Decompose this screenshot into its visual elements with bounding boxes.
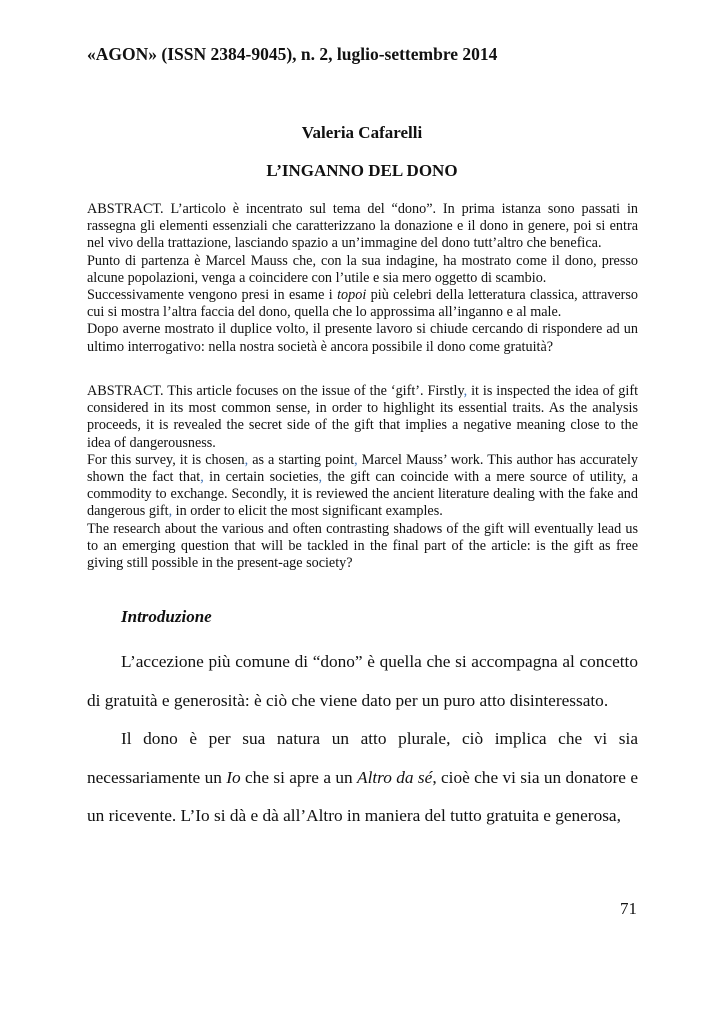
comma-mark: , xyxy=(244,451,249,468)
text-run: ABSTRACT. This article focuses on the issue of the ‘gift’. Firstly xyxy=(87,383,464,399)
comma-mark: , xyxy=(463,383,468,399)
text-run: Successivamente vengono presi in esame i xyxy=(87,287,338,304)
text-run: che si apre a un xyxy=(240,767,358,787)
text-run: , cioè che vi sia un donatore e un ricevente. L’Io si dà e dà all’Altro in maniera del tutto gratuita e generosa, xyxy=(87,767,638,826)
text-run: as a starting point xyxy=(248,451,355,468)
section-heading: Introduzione xyxy=(121,607,212,626)
comma-mark: , xyxy=(318,469,323,486)
text-run: it is inspected the idea of gift considered in its most common sense, in order to highlight its essential traits. As the analysis proceeds, it is revealed the secret side of the gift that implies a negative meaning close to the idea of dangerousness. xyxy=(87,383,639,451)
text-run: Il dono è per sua natura un atto plurale, ciò implica che vi sia necessariamente un xyxy=(87,729,638,787)
page-number: 71 xyxy=(620,899,637,918)
comma-mark: , xyxy=(168,503,173,520)
text-run: in order to elicit the most significant examples. xyxy=(172,503,443,520)
abstract-italian xyxy=(87,201,638,356)
text-run: in certain societies xyxy=(203,469,319,486)
article-title: L’INGANNO DEL DONO xyxy=(266,161,458,180)
author-name: Valeria Cafarelli xyxy=(301,123,423,142)
io-term: Io xyxy=(226,767,241,787)
abstract-it-paragraph: Dopo averne mostrato il duplice volto, il presente lavoro si chiude cercando di rispondere ad un ultimo interrogativo: nella nostra società è ancora possibile il dono come gratuità? xyxy=(87,321,638,355)
altro-term: Altro da sé xyxy=(357,767,433,787)
text-run: For this survey, it is chosen xyxy=(87,451,245,468)
topoi-term: topoi xyxy=(337,287,367,304)
abstract-english xyxy=(87,383,638,572)
text-run: the gift can coincide with a mere source of utility, a commodity to exchange. Secondly, it is reviewed the ancient literature dealing with the fake and dangerous gift xyxy=(87,469,638,520)
text-run: Marcel Mauss’ work. This author has accurately shown the fact that xyxy=(87,451,638,486)
journal-header: «AGON» (ISSN 2384-9045), n. 2, luglio-settembre 2014 xyxy=(87,44,498,64)
comma-mark: , xyxy=(354,451,358,468)
body-paragraph xyxy=(87,720,638,836)
comma-mark: , xyxy=(200,469,204,486)
abstract-en-paragraph: The research about the various and often contrasting shadows of the gift will eventually lead us to an emerging question that will be tackled in the final part of the article: is the gift as free giving still possible in the present-age society? xyxy=(87,520,638,572)
text-run: più celebri della letteratura classica, attraverso cui si mostra l’altra faccia del dono, quella che lo approssima all’inganno e al male. xyxy=(87,287,638,321)
body-paragraph: L’accezione più comune di “dono” è quella che si accompagna al concetto di gratuità e generosità: è ciò che viene dato per un puro atto disinteressato. xyxy=(87,652,638,710)
abstract-en-paragraph xyxy=(87,383,638,452)
abstract-it-paragraph: ABSTRACT. L’articolo è incentrato sul tema del “dono”. In prima istanza sono passati in rassegna gli elementi essenziali che caratterizzano la donazione e il dono in genere, poi si entra nel vivo della trattazione, lasciando spazio a un’immagine del dono tutt’altro che benefica. xyxy=(87,201,638,252)
abstract-it-paragraph xyxy=(87,287,638,321)
abstract-it-paragraph: Punto di partenza è Marcel Mauss che, con la sua indagine, ha mostrato come il dono, presso alcune popolazioni, venga a coincidere con l’utile e sia mero oggetto di scambio. xyxy=(87,252,638,286)
body-text xyxy=(87,643,638,836)
abstract-en-paragraph xyxy=(87,452,638,521)
